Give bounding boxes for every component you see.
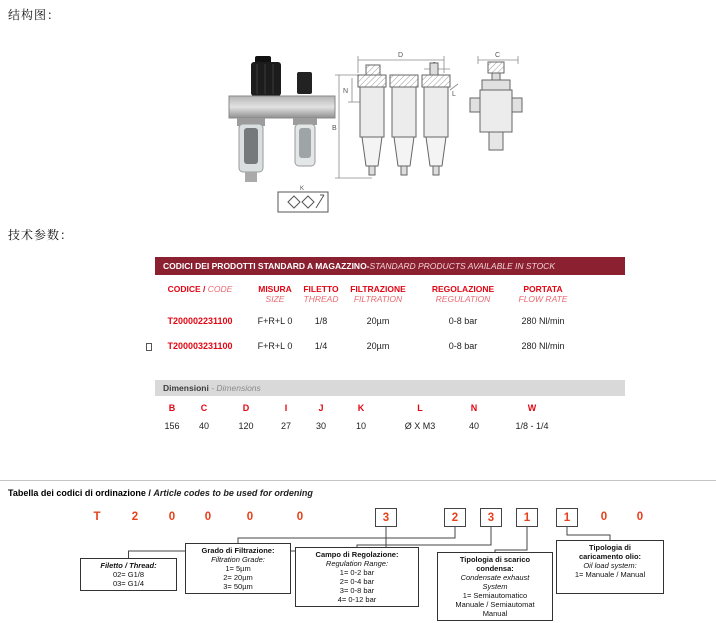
dimension-drawing xyxy=(332,40,527,220)
dim-header-j: J xyxy=(318,403,324,413)
cell-flow: 280 Nl/min xyxy=(521,316,565,326)
code-char: 0 xyxy=(168,511,176,523)
manifold-body xyxy=(229,96,335,118)
dim-value-c: 40 xyxy=(198,421,209,431)
dim-header-n: N xyxy=(470,403,478,413)
dim-header-b: B xyxy=(168,403,176,413)
dim-value-k: 10 xyxy=(355,421,366,431)
dim-value-j: 30 xyxy=(315,421,326,431)
code-char: T xyxy=(93,511,101,523)
product-code: T200003231100 xyxy=(167,341,233,351)
cell-filtration: 20µm xyxy=(366,341,390,351)
stock-table-title xyxy=(155,257,625,275)
code-char-thread: 3 xyxy=(375,508,397,527)
stock-table-header xyxy=(0,284,716,308)
code-char-filtration: 2 xyxy=(444,508,466,527)
cell-thread: 1/4 xyxy=(314,341,328,351)
column-header-regulation: REGOLAZIONE REGULATION xyxy=(431,284,495,304)
code-char: 0 xyxy=(296,511,304,523)
dim-label-b: B xyxy=(332,125,337,132)
dimensions-band xyxy=(155,380,625,396)
code-char-regulation: 3 xyxy=(480,508,502,527)
stock-title-italian: CODICI DEI PRODOTTI STANDARD A MAGAZZINO- xyxy=(163,261,370,271)
code-char: 0 xyxy=(636,511,644,523)
dim-value-l: Ø X M3 xyxy=(404,421,436,431)
legend-condensate-exhaust: Tipologia di scarico condensa: Condensate exhaust System 1= Semiautomatico Manuale / Semiautomat Manual xyxy=(437,552,553,621)
cell-regulation: 0-8 bar xyxy=(448,341,478,351)
code-char: 0 xyxy=(246,511,254,523)
dim-label-k: K xyxy=(300,186,305,192)
dimensions-title-english: - Dimensions xyxy=(211,383,261,393)
dim-value-b: 156 xyxy=(164,421,180,431)
code-char-oil: 1 xyxy=(556,508,578,527)
dim-header-d: D xyxy=(242,403,250,413)
ordering-title-italian: Tabella dei codici di ordinazione / xyxy=(8,488,151,498)
legend-thread: Filetto / Thread: 02= G1/8 03= G1/4 xyxy=(80,558,177,591)
dim-value-w: 1/8 - 1/4 xyxy=(515,421,549,431)
cell-regulation: 0-8 bar xyxy=(448,316,478,326)
dim-header-l: L xyxy=(417,403,423,413)
regulator-knob-icon xyxy=(251,56,312,96)
frl-schematic-symbol xyxy=(276,184,336,216)
column-header-thread: FILETTO THREAD xyxy=(303,284,339,304)
code-char-condensate: 1 xyxy=(516,508,538,527)
product-code: T200002231100 xyxy=(167,316,233,326)
lubricator-bowl xyxy=(293,118,317,166)
table-row xyxy=(0,341,716,354)
dim-label-c: C xyxy=(495,52,501,59)
ordering-title-english: Article codes to be used for ordening xyxy=(153,488,313,498)
filter-bowl xyxy=(237,118,265,182)
column-header-filtration: FILTRAZIONE FILTRATION xyxy=(350,284,406,304)
section-divider xyxy=(0,480,716,481)
ordering-table-title xyxy=(8,488,313,498)
dim-header-i: I xyxy=(284,403,288,413)
regulator-outline xyxy=(470,62,522,150)
legend-filtration-grade: Grado di Filtrazione: Filtration Grade: 1= 5µm 2= 20µm 3= 50µm xyxy=(185,543,291,594)
cell-flow: 280 Nl/min xyxy=(521,341,565,351)
legend-regulation-range: Campo di Regolazione: Regulation Range: 1= 0-2 bar 2= 0-4 bar 3= 0-8 bar 4= 0-12 bar xyxy=(295,547,419,607)
dim-value-n: 40 xyxy=(468,421,479,431)
tech-params-label: 技术参数： xyxy=(8,228,74,242)
structure-diagram-label: 结构图： xyxy=(8,8,61,22)
cell-thread: 1/8 xyxy=(314,316,328,326)
dim-value-d: 120 xyxy=(238,421,254,431)
cell-filtration: 20µm xyxy=(366,316,390,326)
dim-header-k: K xyxy=(357,403,365,413)
frl-units-outline xyxy=(358,63,450,175)
code-char: 0 xyxy=(600,511,608,523)
column-header-code: CODICE / CODE xyxy=(167,284,233,294)
dim-header-w: W xyxy=(527,403,537,413)
stock-title-english: STANDARD PRODUCTS AVAILABLE IN STOCK xyxy=(369,261,555,271)
code-char: 2 xyxy=(131,511,139,523)
column-header-flow-rate: PORTATA FLOW RATE xyxy=(518,284,568,304)
schematic-shapes xyxy=(278,192,328,212)
legend-oil-load-system: Tipologia di caricamento olio: Oil load system: 1= Manuale / Manual xyxy=(556,540,664,594)
dim-label-d: D xyxy=(398,52,404,59)
dimensions-header-row xyxy=(0,403,716,415)
dimensions-title-italian: Dimensioni xyxy=(163,383,209,393)
table-row xyxy=(0,316,716,329)
cell-size: F+R+L 0 xyxy=(257,316,293,326)
dimensions-value-row xyxy=(0,421,716,433)
dim-label-n: N xyxy=(343,88,349,95)
column-header-size: MISURA SIZE xyxy=(258,284,292,304)
dim-header-c: C xyxy=(200,403,208,413)
dim-value-i: 27 xyxy=(280,421,291,431)
dim-label-l: L xyxy=(452,91,456,98)
cell-size: F+R+L 0 xyxy=(257,341,293,351)
code-char: 0 xyxy=(204,511,212,523)
